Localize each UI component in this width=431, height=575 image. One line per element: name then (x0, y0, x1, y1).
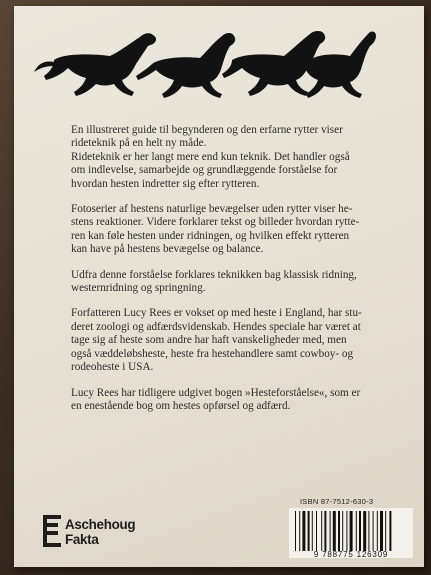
barcode-bar (316, 511, 317, 551)
blurb-line: Lucy Rees har tidligere udgivet bogen »Hesteforståelse«, som er (71, 386, 361, 399)
publisher-logo (41, 514, 161, 548)
blurb-line: Forfatteren Lucy Rees er vokset op med heste i England, har stu- (71, 307, 362, 320)
barcode-bar (333, 511, 336, 551)
blurb-line: En illustreret guide til begynderen og den erfarne rytter viser (71, 124, 343, 136)
barcode-bar (385, 511, 386, 551)
barcode-bar (330, 511, 331, 551)
blurb-line: ren kan føle hesten under ridningen, og hvilken effekt rytteren (71, 229, 350, 242)
barcode-bar (350, 511, 353, 551)
barcode-bar (342, 511, 343, 551)
blurb-line: hvordan hesten indretter sig efter rytteren. (71, 177, 260, 190)
blurb-line: rodeoheste i USA. (71, 361, 154, 374)
isbn-label: ISBN 87-7512-630-3 (300, 497, 374, 506)
blurb-line: en enestående bog om hestes opførsel og adfærd. (71, 399, 291, 412)
barcode-bar (295, 511, 296, 551)
barcode-bar (359, 511, 361, 551)
blurb-line: westernridning og springning. (71, 282, 206, 295)
barcode-number: 9 788775 126309 (313, 550, 389, 559)
barcode-bar (380, 511, 383, 551)
barcode-bar (338, 511, 340, 551)
blurb-paragraph-3 (71, 269, 396, 296)
back-cover-blurb (71, 124, 396, 413)
blurb-line: deret zoologi og adfærdsvidenskab. Hendes speciale har været at (71, 320, 361, 333)
barcode-bar (389, 511, 391, 551)
blurb-line: stens reaktioner. Videre forklarer tekst og billeder hvordan rytte- (71, 216, 360, 229)
barcode-bar (321, 511, 322, 551)
blurb-line: også væddeløbsheste, heste fra hestehandlere samt cowboy- og (71, 347, 354, 360)
blurb-paragraph-4 (71, 307, 396, 374)
barcode-bar (299, 511, 300, 551)
publisher-name-line1: Aschehoug (65, 517, 136, 532)
aschehoug-e-logo-icon (41, 514, 63, 548)
blurb-line: tage sig af heste som andre har haft vanskeligheder med, men (71, 334, 347, 347)
barcode-bar (346, 511, 347, 551)
barcode-bar (324, 511, 326, 551)
blurb-line: om indlevelse, samarbejde og grundlæggende forståelse for (71, 164, 338, 177)
barcode-bar (373, 511, 374, 551)
blurb-line: rideteknik på en helt ny måde. (71, 137, 207, 150)
blurb-line: Udfra denne forståelse forklares teknikken bag klassisk ridning, (71, 268, 357, 281)
blurb-line: kan have på hestens bevægelse og balance. (71, 243, 264, 256)
barcode-bar (308, 511, 310, 551)
blurb-line: Rideteknik er her langt mere end kun teknik. Det handler også (71, 150, 350, 163)
publisher-name-line2: Fakta (65, 532, 99, 547)
barcode-bar (302, 511, 305, 551)
blurb-paragraph-1 (71, 124, 396, 191)
blurb-paragraph-5 (71, 387, 396, 414)
barcode-bar (363, 511, 366, 551)
barcode-bar (377, 511, 378, 551)
barcode-bar (368, 511, 369, 551)
blurb-paragraph-2 (71, 203, 396, 257)
barcode-bar (312, 511, 313, 551)
galloping-horses-silhouette-icon (32, 20, 377, 105)
blurb-line: Fotoserier af hestens naturlige bevægelser uden rytter viser he- (71, 203, 353, 216)
barcode-bar (356, 511, 357, 551)
